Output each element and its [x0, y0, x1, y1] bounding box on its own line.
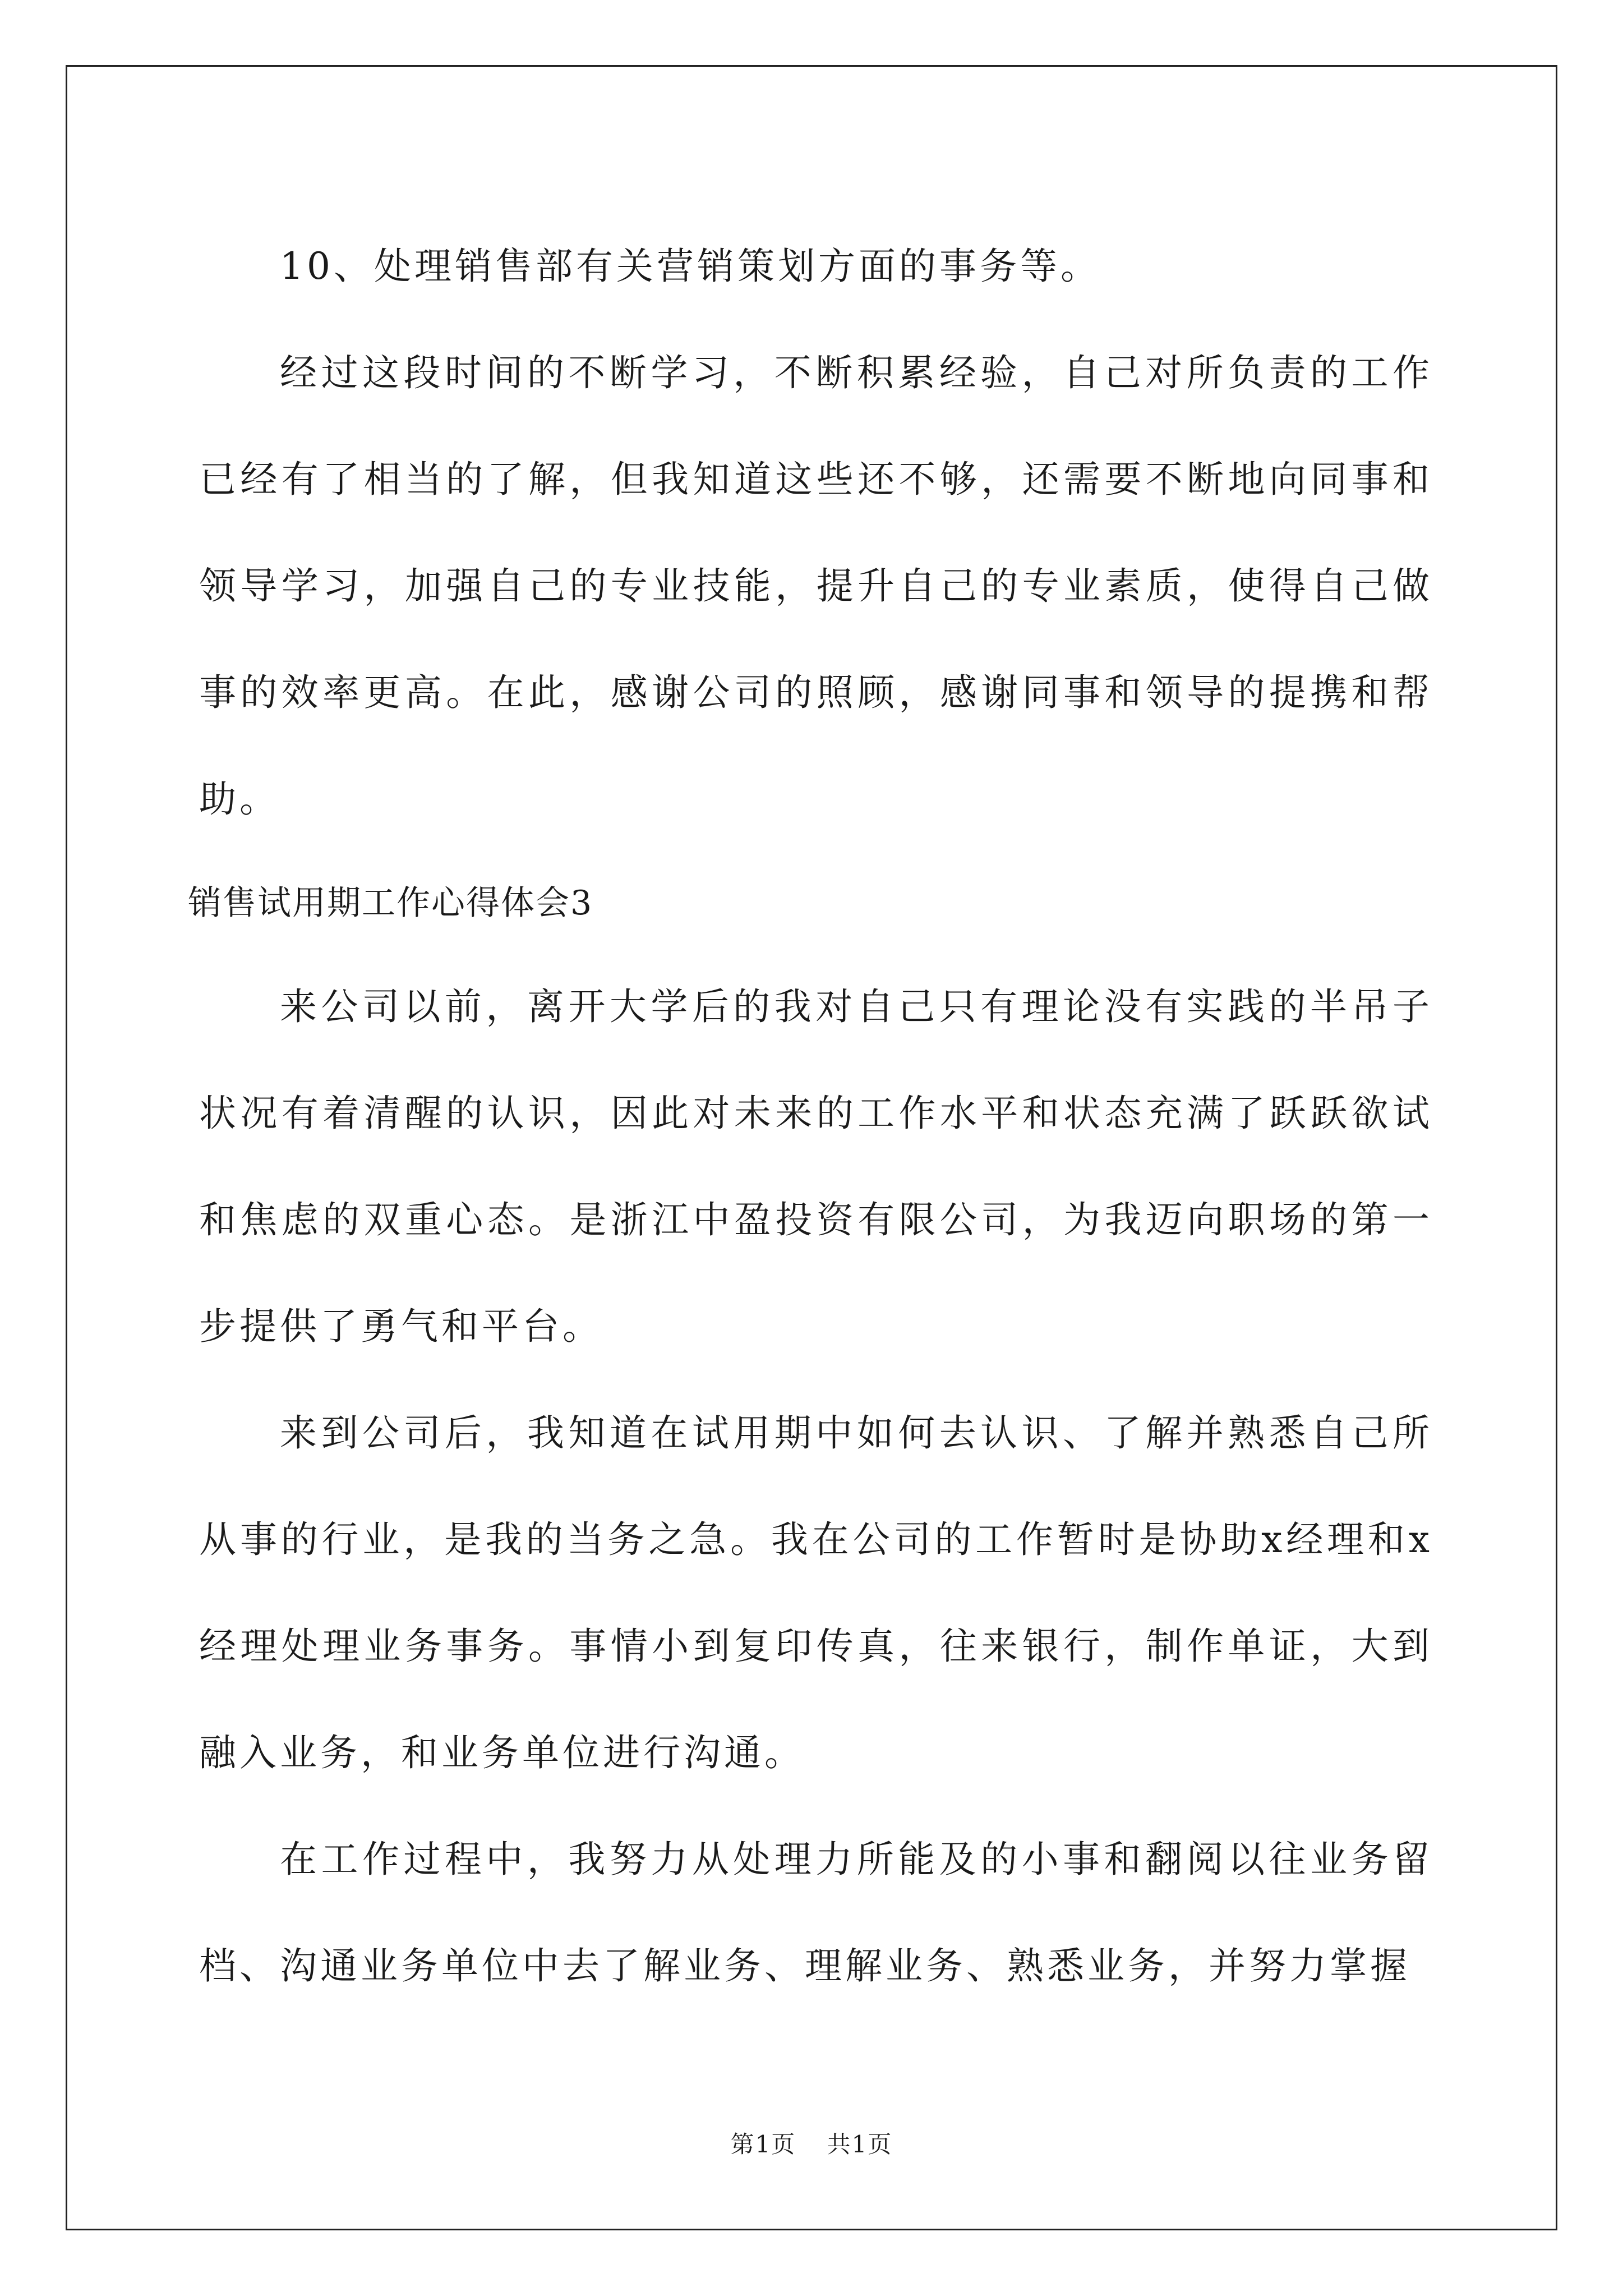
section-heading: 销售试用期工作心得体会3 [188, 884, 593, 923]
page-total: 共1页 [827, 2131, 893, 2158]
paragraph-work-process: 在工作过程中，我努力从处理力所能及的小事和翻阅以往业务留档、沟通业务单位中去了解业务、理解业务、熟悉业务，并努力掌握 [199, 1838, 1433, 1987]
paragraph-item-10: 10、处理销售部有关营销策划方面的事务等。 [280, 245, 1101, 288]
paragraph-arrival: 来到公司后，我知道在试用期中如何去认识、了解并熟悉自己所从事的行业，是我的当务之急。我在公司的工作暂时是协助x经理和x经理处理业务事务。事情小到复印传真，往来银行，制作单证，大到融入业务，和业务单位进行沟通。 [199, 1411, 1433, 1774]
page-number: 第1页 [730, 2131, 796, 2158]
paragraph-intro: 来公司以前，离开大学后的我对自己只有理论没有实践的半吊子状况有着清醒的认识，因此对未来的工作水平和状态充满了跃跃欲试和焦虑的双重心态。是浙江中盈投资有限公司，为我迈向职场的第一步提供了勇气和平台。 [199, 985, 1433, 1348]
paragraph-summary: 经过这段时间的不断学习，不断积累经验，自己对所负责的工作已经有了相当的了解，但我知道这些还不够，还需要不断地向同事和领导学习，加强自己的专业技能，提升自己的专业素质，使得自己做事的效率更高。在此，感谢公司的照顾，感谢同事和领导的提携和帮助。 [199, 351, 1433, 821]
document-body [188, 213, 1433, 2019]
page-footer [0, 2126, 1623, 2160]
